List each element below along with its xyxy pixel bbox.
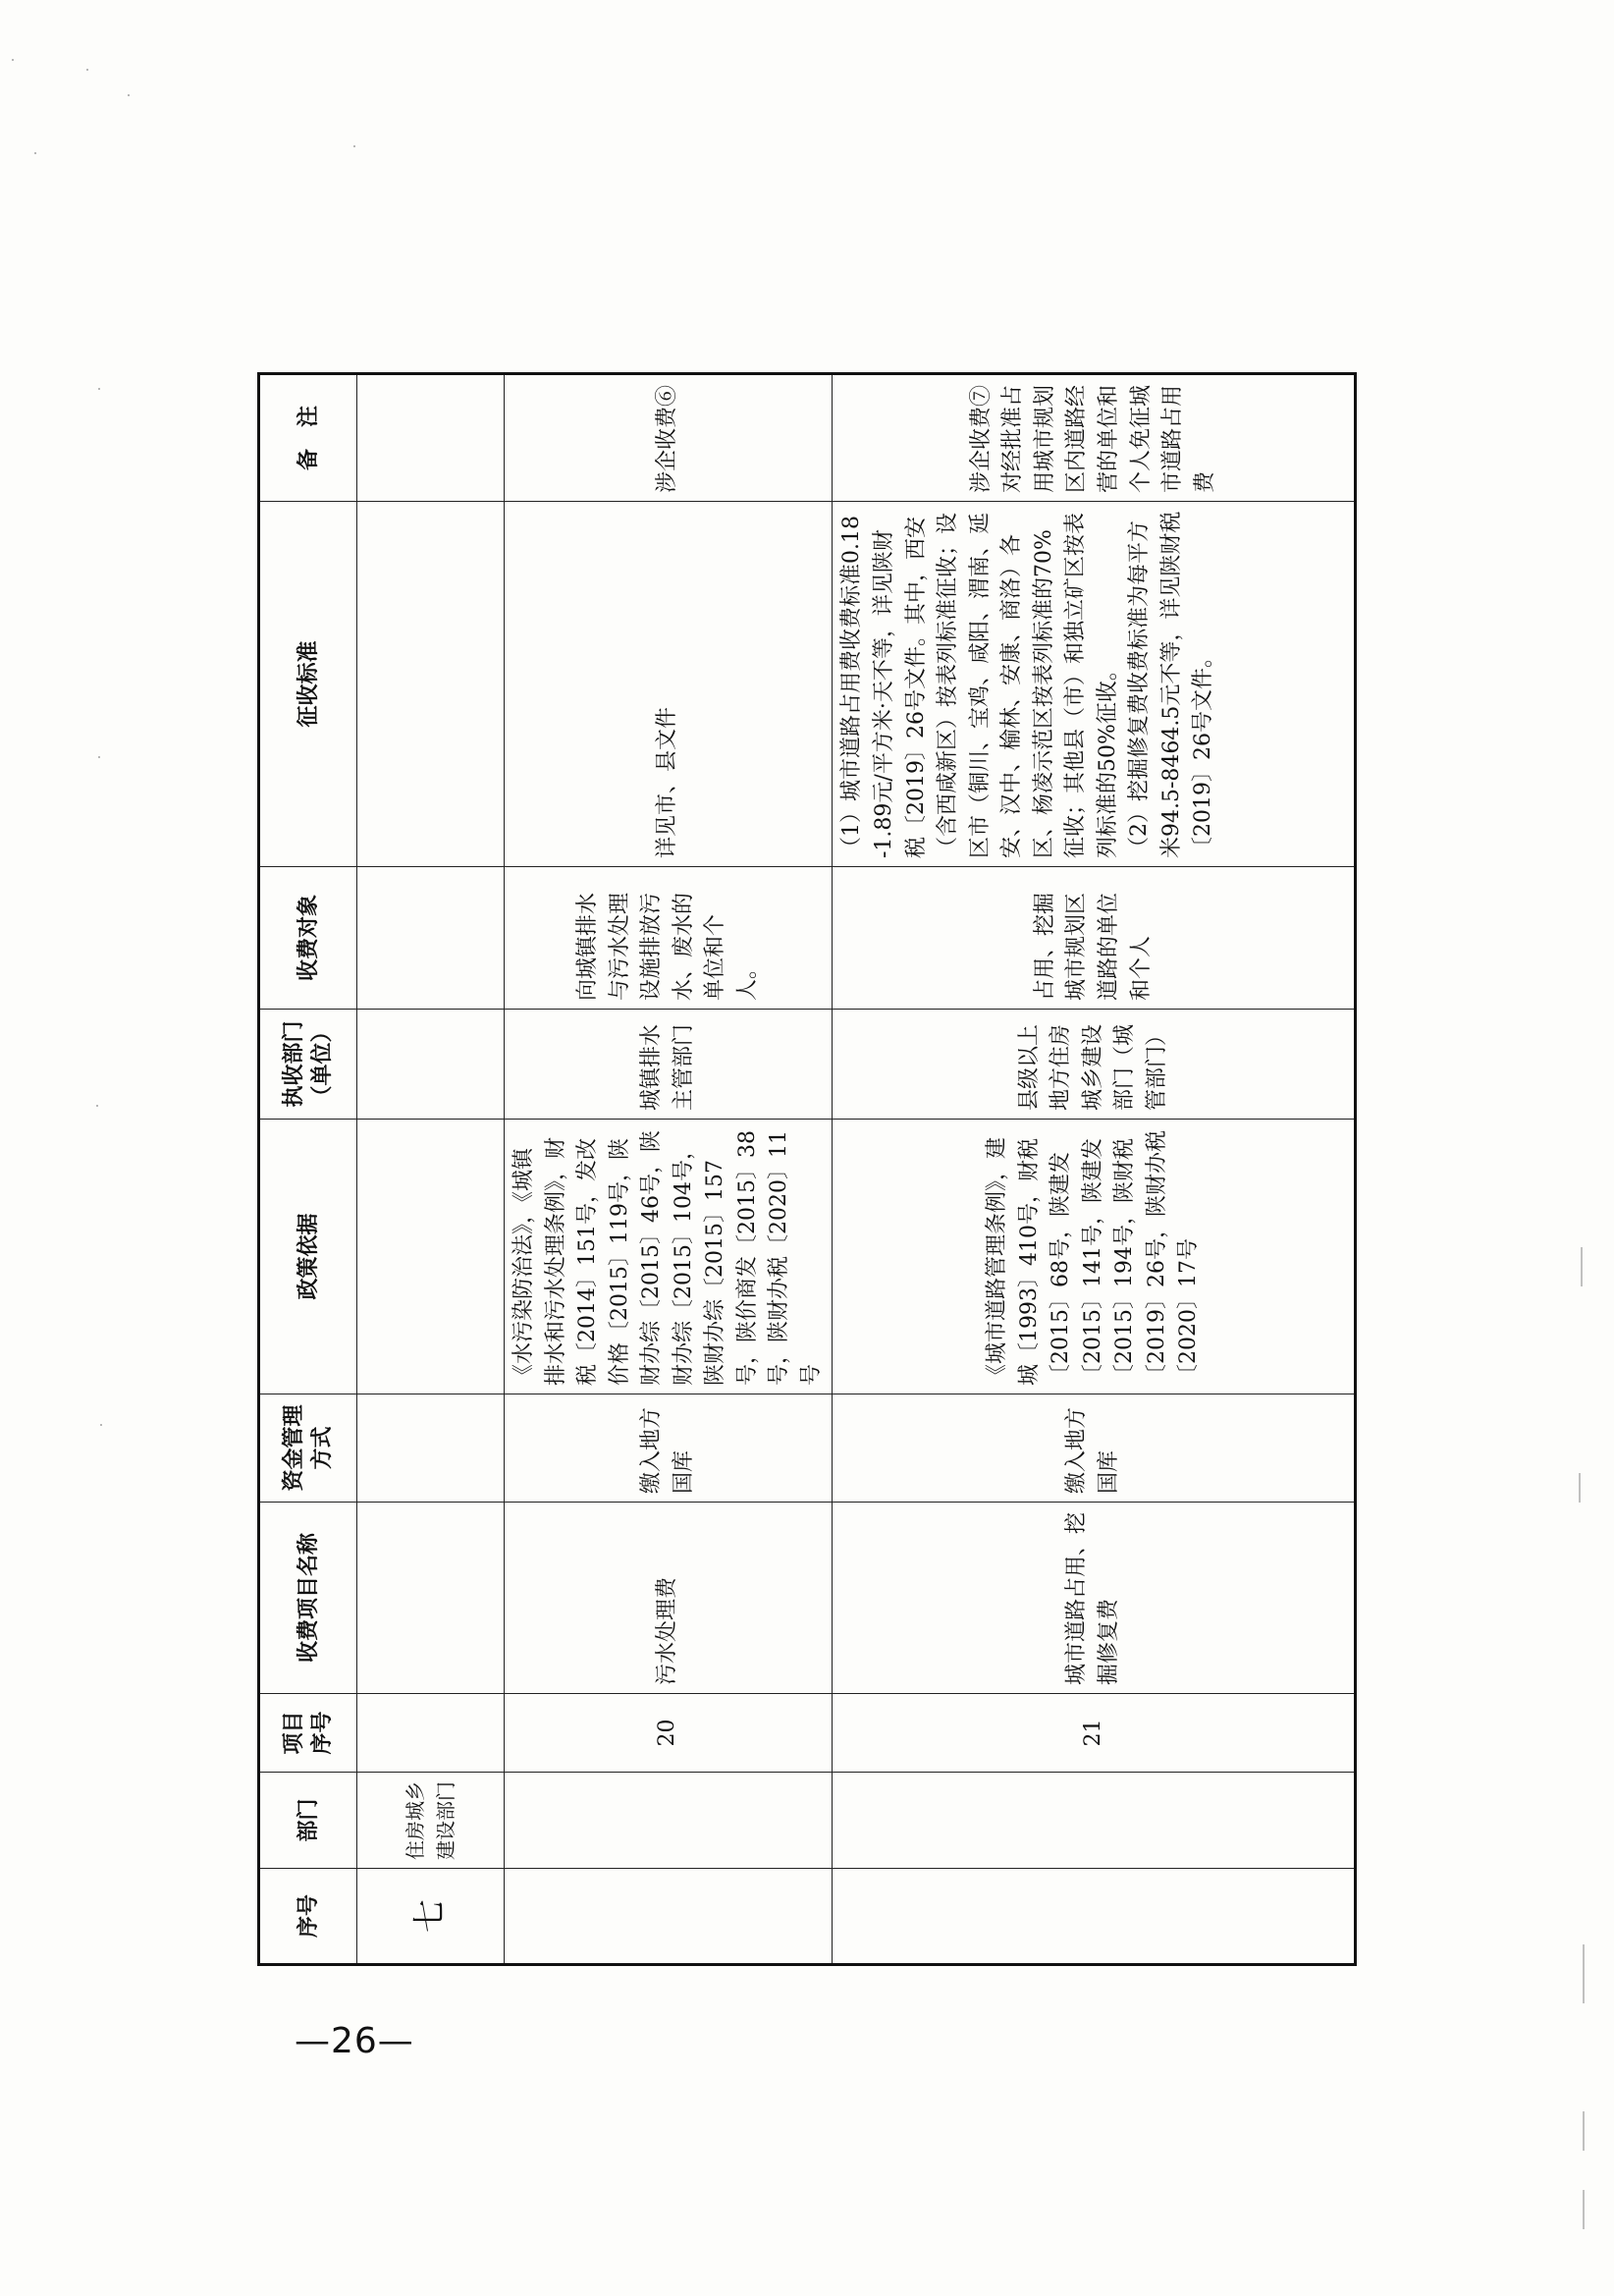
collector: 县级以上地方住房城乡建设部门（城管部门） bbox=[833, 1010, 1356, 1120]
item-name: 污水处理费 bbox=[505, 1503, 833, 1694]
standard: 详见市、县文件 bbox=[505, 502, 833, 867]
fee-table bbox=[257, 372, 1357, 1966]
page-number: —26— bbox=[295, 2021, 414, 2061]
section-seq: 七 bbox=[357, 1869, 505, 1965]
header-item-seq: 项目序号 bbox=[259, 1694, 357, 1773]
empty-cell bbox=[357, 1120, 505, 1394]
section-dept: 住房城乡建设部门 bbox=[357, 1773, 505, 1869]
header-collector: 执收部门（单位） bbox=[259, 1010, 357, 1120]
header-payer: 收费对象 bbox=[259, 867, 357, 1010]
standard-paragraph-2: （2）挖掘修复费收费标准为每平方米94.5-8464.5元不等，详见陕财税〔2019〕26号文件。 bbox=[1127, 511, 1216, 858]
item-seq: 21 bbox=[833, 1694, 1356, 1773]
item-name: 城市道路占用、挖掘修复费 bbox=[833, 1503, 1356, 1694]
standard-paragraph-1: （1）城市道路占用费收费标准0.18-1.89元/平方米·天不等，详见陕财税〔2019〕26号文件。其中，西安（含西咸新区）按表列标准征收；设区市（铜川、宝鸡、咸阳、渭南、延安、汉中、榆林、安康、商洛）各区、杨凌示范区按表列标准的70%征收；其他县（市）和独立矿区按表列标准的50%征收。 bbox=[839, 512, 1120, 858]
payer: 向城镇排水与污水处理设施排放污水、废水的单位和个人。 bbox=[505, 867, 833, 1010]
header-seq: 序号 bbox=[259, 1869, 357, 1965]
header-fund-mgmt: 资金管理方式 bbox=[259, 1394, 357, 1503]
remarks: 涉企收费⑥ bbox=[505, 374, 833, 502]
empty-cell bbox=[357, 1694, 505, 1773]
policy-basis: 《城市道路管理条例》，建城〔1993〕410号，财税〔2015〕68号，陕建发〔2015〕141号，陕建发〔2015〕194号，陕财税〔2019〕26号，陕财办税〔2020〕17号 bbox=[833, 1120, 1356, 1394]
empty-cell bbox=[357, 1503, 505, 1694]
fee-table-rotated bbox=[257, 375, 1342, 1966]
table-row bbox=[505, 374, 833, 1965]
collector: 城镇排水主管部门 bbox=[505, 1010, 833, 1120]
empty-cell bbox=[357, 502, 505, 867]
empty-cell bbox=[357, 1394, 505, 1503]
header-policy: 政策依据 bbox=[259, 1120, 357, 1394]
row-dept-empty bbox=[505, 1773, 833, 1869]
header-item-name: 收费项目名称 bbox=[259, 1503, 357, 1694]
remarks: 涉企收费⑦对经批准占用城市规划区内道路经营的单位和个人免征城市道路占用费 bbox=[833, 374, 1356, 502]
policy-basis: 《水污染防治法》，《城镇排水和污水处理条例》，财税〔2014〕151号，发改价格〔2015〕119号，陕财办综〔2015〕46号，陕财办综〔2015〕104号，陕财办综〔2015〕157号，陕价商发〔2015〕38号，陕财办税〔2020〕11号 bbox=[505, 1120, 833, 1394]
header-remarks: 备 注 bbox=[259, 374, 357, 502]
header-row bbox=[259, 374, 357, 1965]
header-standard: 征收标准 bbox=[259, 502, 357, 867]
fund-mgmt: 缴入地方国库 bbox=[833, 1394, 1356, 1503]
fund-mgmt: 缴入地方国库 bbox=[505, 1394, 833, 1503]
header-dept: 部门 bbox=[259, 1773, 357, 1869]
empty-cell bbox=[357, 867, 505, 1010]
payer: 占用、挖掘城市规划区道路的单位和个人 bbox=[833, 867, 1356, 1010]
empty-cell bbox=[357, 374, 505, 502]
standard bbox=[833, 502, 1356, 867]
section-row bbox=[357, 374, 505, 1965]
row-dept-empty bbox=[833, 1773, 1356, 1869]
row-seq-empty bbox=[833, 1869, 1356, 1965]
table-row bbox=[833, 374, 1356, 1965]
empty-cell bbox=[357, 1010, 505, 1120]
row-seq-empty bbox=[505, 1869, 833, 1965]
item-seq: 20 bbox=[505, 1694, 833, 1773]
